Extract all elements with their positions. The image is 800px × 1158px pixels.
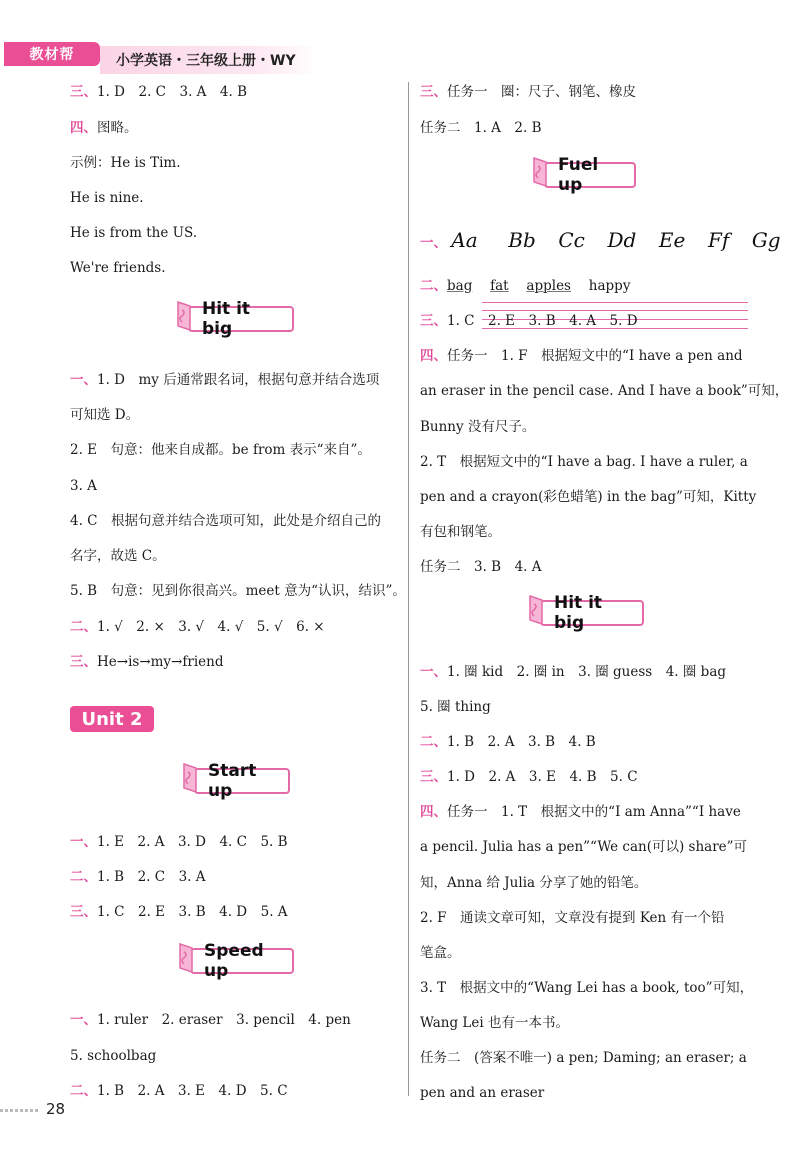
answer-line: 5. 圈 thing (420, 699, 491, 715)
answer-line: 一、1. 圈 kid 2. 圈 in 3. 圈 guess 4. 圈 bag (420, 664, 727, 680)
answer-line: pen and a crayon(彩色蜡笔) in the bag”可知，Kitty (420, 489, 757, 505)
answer-line: 二、bag fat apples happy (420, 278, 631, 294)
letter-pair: Ff (707, 228, 730, 252)
answer-line: 三、He→is→my→friend (70, 654, 224, 670)
answer-line: We're friends. (70, 260, 166, 276)
answer-line: 5. schoolbag (70, 1048, 157, 1064)
column-divider (408, 82, 409, 1096)
answer-line: 可知选 D。 (70, 407, 140, 423)
letter-pair: Aa (451, 228, 478, 252)
answer-line: 三、1. C 2. E 3. B 4. D 5. A (70, 904, 288, 920)
letter-pair: Cc (558, 228, 585, 252)
answer-line: 任务二 (答案不唯一) a pen; Daming; an eraser; a (420, 1050, 747, 1066)
answer-line: 二、1. B 2. A 3. B 4. B (420, 734, 596, 750)
answer-line: 四、任务一 1. T 根据文中的“I am Anna”“I have (420, 804, 741, 820)
answer-line: 笔盒。 (420, 945, 461, 961)
answer-line: 2. T 根据短文中的“I have a bag. I have a ruler, a (420, 454, 748, 470)
letters-row: 一、 Aa Bb Cc Dd Ee Ff Gg (420, 228, 781, 252)
answer-line: 2. E 句意：他来自成都。be from 表示“来自”。 (70, 442, 371, 458)
section-heading-hit-it-big: Hit it big (540, 600, 644, 626)
flag-icon (176, 300, 196, 334)
book-title: 小学英语・三年级上册・WY (116, 53, 296, 69)
answer-line: 三、1. D 2. C 3. A 4. B (70, 84, 248, 100)
answer-line: Wang Lei 也有一本书。 (420, 1015, 569, 1031)
answer-line: 一、1. ruler 2. eraser 3. pencil 4. pen (70, 1012, 351, 1028)
answer-line: 二、1. B 2. A 3. E 4. D 5. C (70, 1083, 288, 1099)
answer-line: pen and an eraser (420, 1085, 545, 1101)
answer-line: 二、1. B 2. C 3. A (70, 869, 206, 885)
page-header (0, 0, 800, 80)
answer-line: He is from the US. (70, 225, 198, 241)
answer-line: 示例：He is Tim. (70, 155, 181, 171)
section-heading-speed-up: Speed up (190, 948, 294, 974)
letter-pair: Bb (508, 228, 536, 252)
letter-pair: Dd (607, 228, 637, 252)
answer-line: 三、任务一 圈：尺子、钢笔、橡皮 (420, 84, 636, 100)
footer-dots (0, 1109, 40, 1112)
section-heading-fuel-up: Fuel up (544, 162, 636, 188)
answer-line: a pencil. Julia has a pen”“We can(可以) share”可 (420, 839, 748, 855)
letter-pair: Ee (658, 228, 686, 252)
answer-line: 四、任务一 1. F 根据短文中的“I have a pen and (420, 348, 743, 364)
unit-badge: Unit 2 (70, 706, 154, 732)
flag-icon (182, 762, 202, 796)
answer-line: 任务二 1. A 2. B (420, 120, 542, 136)
answer-line: 二、1. √ 2. × 3. √ 4. √ 5. √ 6. × (70, 619, 325, 635)
answer-line: 四、图略。 (70, 120, 138, 136)
answer-line: 5. B 句意：见到你很高兴。meet 意为“认识，结识”。 (70, 583, 406, 599)
answer-line: 3. T 根据文中的“Wang Lei has a book, too”可知， (420, 980, 754, 996)
answer-line: 一、1. D my 后通常跟名词，根据句意并结合选项 (70, 372, 380, 388)
answer-line: 有包和钢笔。 (420, 524, 501, 540)
answer-line: 知，Anna 给 Julia 分享了她的铅笔。 (420, 875, 648, 891)
answer-line: 3. A (70, 478, 97, 494)
answer-line: 三、1. C 2. E 3. B 4. A 5. D (420, 313, 638, 329)
letter-pair: Gg (751, 228, 781, 252)
answer-line: 4. C 根据句意并结合选项可知，此处是介绍自己的 (70, 513, 382, 529)
flag-icon (178, 942, 198, 976)
section-heading-hit-it-big: Hit it big (188, 306, 294, 332)
section-heading-start-up: Start up (194, 768, 290, 794)
answer-line: 2. F 通读文章可知，文章没有提到 Ken 有一个铅 (420, 910, 725, 926)
answer-line: an eraser in the pencil case. And I have a book”可知， (420, 383, 789, 399)
page-number: 28 (46, 1100, 66, 1118)
flag-icon (532, 156, 552, 190)
answer-line: 名字，故选 C。 (70, 548, 166, 564)
answer-line: He is nine. (70, 190, 144, 206)
answer-line: 一、1. E 2. A 3. D 4. C 5. B (70, 834, 288, 850)
answer-line: 任务二 3. B 4. A (420, 559, 542, 575)
brand-badge: 教材帮 (4, 42, 100, 66)
answer-line: 三、1. D 2. A 3. E 4. B 5. C (420, 769, 638, 785)
flag-icon (528, 594, 548, 628)
answer-line: Bunny 没有尺子。 (420, 419, 536, 435)
